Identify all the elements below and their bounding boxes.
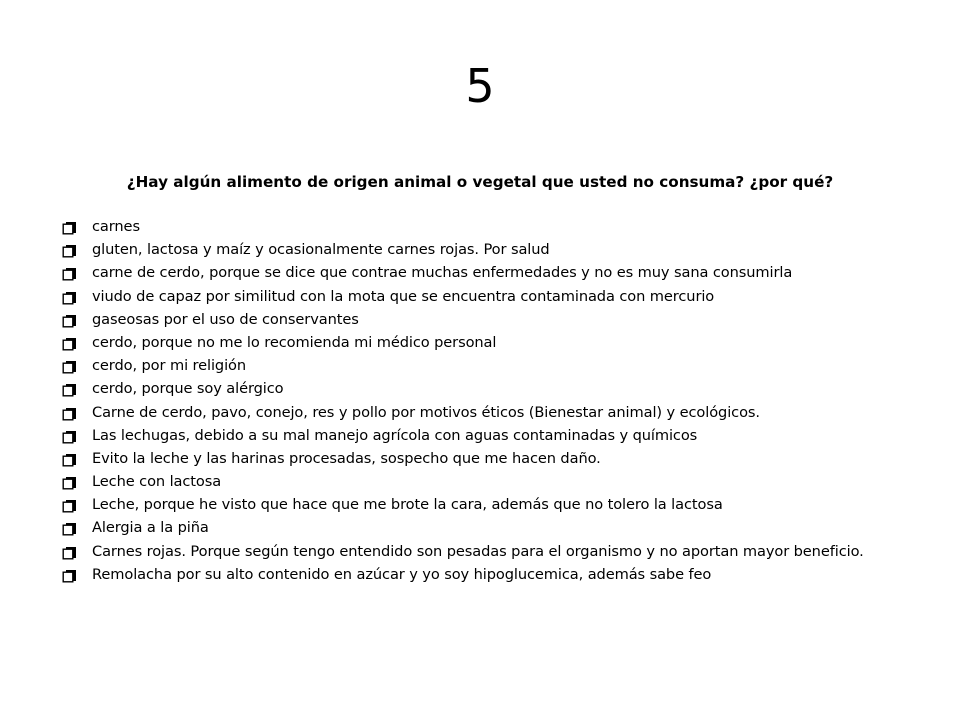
answer-text: Carne de cerdo, pavo, conejo, res y pollo por motivos éticos (Bienestar animal) y ecológicos. — [92, 403, 760, 421]
answer-text: Las lechugas, debido a su mal manejo agrícola con aguas contaminadas y químicos — [92, 426, 698, 444]
checkbox-icon — [62, 473, 92, 492]
answer-item-12 — [62, 473, 907, 492]
survey-question: ¿Hay algún alimento de origen animal o vegetal que usted no consuma? ¿por qué? — [126, 173, 834, 191]
answer-item-11 — [62, 450, 907, 469]
checkbox-icon — [62, 218, 92, 237]
answer-list — [62, 218, 907, 589]
checkbox-icon — [62, 311, 92, 330]
answer-item-10 — [62, 427, 907, 446]
answer-item-16 — [62, 566, 907, 585]
answer-text: carnes — [92, 218, 140, 235]
answer-item-4 — [62, 288, 907, 307]
checkbox-icon — [62, 427, 92, 446]
answer-item-9 — [62, 404, 907, 423]
answer-text: cerdo, porque soy alérgico — [92, 380, 284, 398]
answer-item-6 — [62, 334, 907, 353]
answer-text: cerdo, por mi religión — [92, 357, 247, 375]
answer-item-15 — [62, 543, 907, 562]
checkbox-icon — [62, 519, 92, 538]
answer-text: Leche con lactosa — [92, 473, 222, 491]
answer-text: Leche, porque he visto que hace que me brote la cara, además que no tolero la lactosa — [92, 496, 723, 514]
checkbox-icon — [62, 450, 92, 469]
checkbox-icon — [62, 566, 92, 585]
answer-text: gluten, lactosa y maíz y ocasionalmente carnes rojas. Por salud — [92, 241, 550, 259]
answer-text: Alergia a la piña — [92, 519, 209, 537]
checkbox-icon — [62, 496, 92, 515]
answer-text: carne de cerdo, porque se dice que contrae muchas enfermedades y no es muy sana consumirla — [92, 264, 793, 282]
answer-item-2 — [62, 241, 907, 260]
answer-text: Evito la leche y las harinas procesadas, sospecho que me hacen daño. — [92, 449, 601, 467]
checkbox-icon — [62, 241, 92, 260]
answer-item-8 — [62, 380, 907, 399]
checkbox-icon — [62, 288, 92, 307]
answer-item-7 — [62, 357, 907, 376]
answer-item-5 — [62, 311, 907, 330]
checkbox-icon — [62, 264, 92, 283]
answer-text: Carnes rojas. Porque según tengo entendido son pesadas para el organismo y no aportan mayor beneficio. — [92, 542, 864, 560]
answer-text: viudo de capaz por similitud con la mota que se encuentra contaminada con mercurio — [92, 287, 715, 305]
answer-item-13 — [62, 496, 907, 515]
answer-text: cerdo, porque no me lo recomienda mi médico personal — [92, 333, 497, 351]
answer-text: Remolacha por su alto contenido en azúcar y yo soy hipoglucemica, además sabe feo — [92, 565, 712, 583]
checkbox-icon — [62, 357, 92, 376]
answer-item-3 — [62, 264, 907, 283]
slide-title: 5 — [465, 59, 495, 113]
answer-text: gaseosas por el uso de conservantes — [92, 310, 359, 328]
checkbox-icon — [62, 543, 92, 562]
checkbox-icon — [62, 380, 92, 399]
answer-item-14 — [62, 519, 907, 538]
checkbox-icon — [62, 404, 92, 423]
checkbox-icon — [62, 334, 92, 353]
answer-item-1 — [62, 218, 907, 237]
